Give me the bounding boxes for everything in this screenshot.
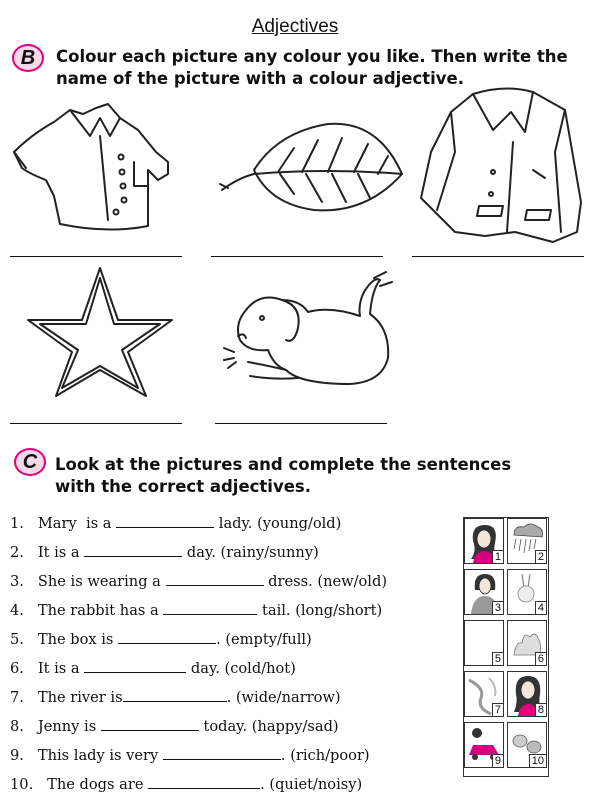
page-title: Adjectives (251, 16, 339, 37)
sentence-1 (10, 515, 341, 532)
sentence-text-before: Jenny is (37, 718, 97, 735)
picture-number: 10 (529, 754, 546, 767)
section-c-instruction-line2: with the correct adjectives. (55, 477, 311, 496)
answer-blank[interactable] (123, 700, 227, 702)
sentence-4 (10, 602, 382, 619)
answer-line-dog[interactable] (215, 423, 387, 424)
answer-blank[interactable] (116, 526, 214, 528)
picture-6-fire (507, 620, 547, 666)
sentence-number: 6. (10, 660, 24, 677)
sentence-7 (10, 689, 341, 706)
dog-picture (220, 266, 400, 396)
sentence-number: 10. (10, 776, 34, 793)
picture-number: 6 (535, 652, 546, 665)
picture-7-river (464, 671, 504, 717)
picture-3-dress (464, 569, 504, 615)
picture-number: 2 (535, 550, 546, 563)
sentence-text-before: It is a (37, 544, 80, 561)
sentence-number: 2. (10, 544, 24, 561)
answer-blank[interactable] (166, 584, 264, 586)
answer-blank[interactable] (148, 787, 260, 789)
picture-number: 5 (492, 652, 503, 665)
sentence-number: 9. (10, 747, 24, 764)
sentence-3 (10, 573, 387, 590)
sentence-text-after: . (wide/narrow) (226, 689, 341, 706)
sentence-2 (10, 544, 319, 561)
answer-blank[interactable] (84, 671, 186, 673)
picture-8-jenny (507, 671, 547, 717)
sentence-text-before: The box is (37, 631, 114, 648)
answer-blank[interactable] (163, 613, 257, 615)
sentence-text-after: day. (cold/hot) (190, 660, 296, 677)
sentence-text-after: . (quiet/noisy) (260, 776, 363, 793)
sentence-number: 3. (10, 573, 24, 590)
sentence-text-after: . (rich/poor) (280, 747, 370, 764)
answer-blank[interactable] (84, 555, 182, 557)
section-b-badge: B (12, 44, 44, 72)
picture-number: 9 (492, 754, 503, 767)
sentence-5 (10, 631, 312, 648)
sentence-number: 1. (10, 515, 24, 532)
sentence-number: 7. (10, 689, 24, 706)
section-c-badge: C (14, 448, 46, 476)
answer-line-shirt[interactable] (10, 256, 182, 257)
answer-blank[interactable] (163, 758, 281, 760)
picture-number: 7 (492, 703, 503, 716)
picture-1-young-lady (464, 518, 504, 564)
picture-number: 3 (492, 601, 503, 614)
picture-9-rich-lady (464, 722, 504, 768)
sentence-text-before: The river is (37, 689, 123, 706)
sentence-text-after: dress. (new/old) (268, 573, 388, 590)
picture-5-box (464, 620, 504, 666)
sentence-text-after: tail. (long/short) (262, 602, 383, 619)
picture-number: 4 (535, 601, 546, 614)
sentence-text-after: . (empty/full) (216, 631, 312, 648)
answer-line-star[interactable] (10, 423, 182, 424)
sentence-6 (10, 660, 296, 677)
sentence-text-before: The rabbit has a (37, 602, 159, 619)
section-c-instruction-line1: Look at the pictures and complete the sentences (55, 455, 512, 474)
answer-blank[interactable] (118, 642, 216, 644)
sentence-text-after: lady. (young/old) (218, 515, 342, 532)
sentence-10 (10, 776, 362, 793)
sentence-text-before: It is a (37, 660, 80, 677)
picture-4-rabbit (507, 569, 547, 615)
sentence-text-after: day. (rainy/sunny) (186, 544, 319, 561)
sentence-9 (10, 747, 370, 764)
sentence-number: 8. (10, 718, 24, 735)
sentence-text-before: Mary is a (37, 515, 112, 532)
sentence-text-before: The dogs are (47, 776, 144, 793)
sentence-number: 5. (10, 631, 24, 648)
sentence-8 (10, 718, 339, 735)
sentence-number: 4. (10, 602, 24, 619)
sentence-text-before: This lady is very (37, 747, 159, 764)
star-picture (20, 262, 180, 402)
sentence-text-before: She is wearing a (37, 573, 161, 590)
section-b-instruction-line2: name of the picture with a colour adjective. (56, 69, 465, 88)
picture-number: 8 (535, 703, 546, 716)
picture-2-rain (507, 518, 547, 564)
jacket-picture (415, 82, 585, 247)
section-b-instruction-line1: Colour each picture any colour you like. Then write the (56, 47, 568, 66)
leaf-picture (218, 118, 408, 218)
picture-10-dogs (507, 722, 547, 768)
picture-number: 1 (492, 550, 503, 563)
sentence-text-after: today. (happy/sad) (203, 718, 339, 735)
shirt-picture (8, 100, 183, 240)
answer-line-leaf[interactable] (211, 256, 383, 257)
answer-blank[interactable] (101, 729, 199, 731)
answer-line-jacket[interactable] (412, 256, 584, 257)
